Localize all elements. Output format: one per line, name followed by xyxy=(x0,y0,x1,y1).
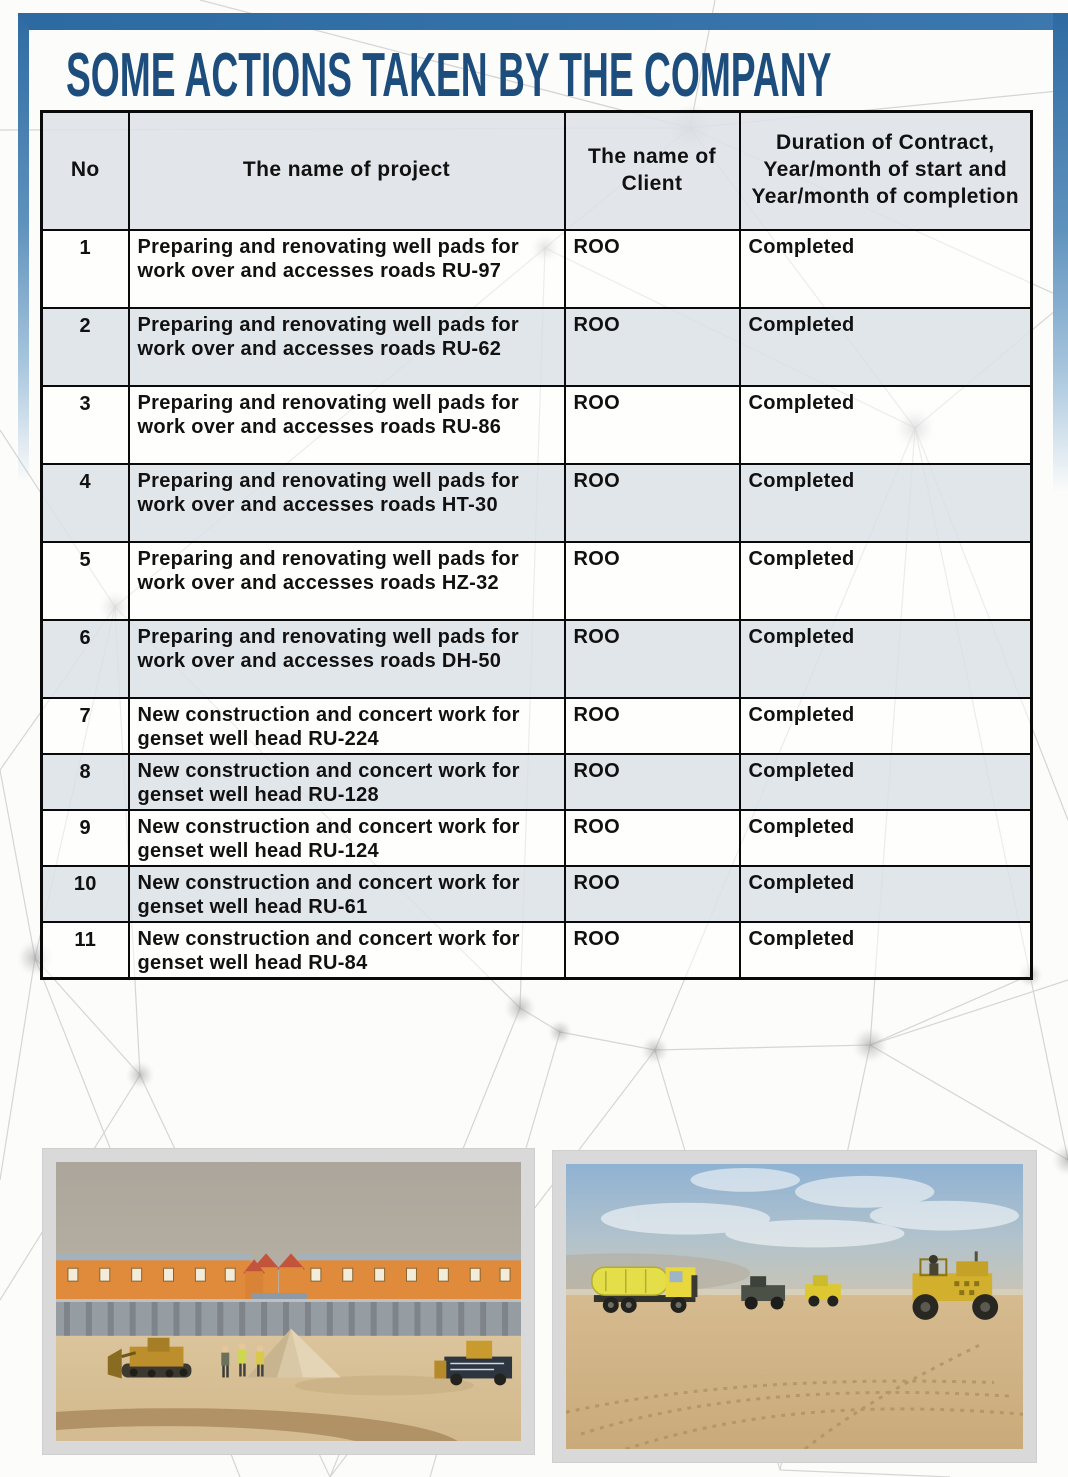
table-row xyxy=(42,464,1032,542)
table-row xyxy=(42,698,1032,754)
cell-client-name: ROO xyxy=(565,922,740,979)
cell-row-number: 11 xyxy=(42,922,129,979)
table-row xyxy=(42,542,1032,620)
cell-duration-status: Completed xyxy=(740,866,1032,922)
cell-project-name: New construction and concert work for genset well head RU-224 xyxy=(129,698,565,754)
table-row xyxy=(42,810,1032,866)
cell-duration-status: Completed xyxy=(740,308,1032,386)
table-row xyxy=(42,386,1032,464)
cell-client-name: ROO xyxy=(565,386,740,464)
cell-duration-status: Completed xyxy=(740,754,1032,810)
cell-duration-status: Completed xyxy=(740,922,1032,979)
column-header-project-name: The name of project xyxy=(129,112,565,230)
cell-row-number: 8 xyxy=(42,754,129,810)
cell-project-name: Preparing and renovating well pads for work over and accesses roads DH-50 xyxy=(129,620,565,698)
cell-duration-status: Completed xyxy=(740,464,1032,542)
column-header-no: No xyxy=(42,112,129,230)
photo-construction-camp xyxy=(42,1148,535,1455)
cell-row-number: 10 xyxy=(42,866,129,922)
cell-row-number: 4 xyxy=(42,464,129,542)
cell-client-name: ROO xyxy=(565,810,740,866)
cell-duration-status: Completed xyxy=(740,542,1032,620)
cell-project-name: New construction and concert work for genset well head RU-128 xyxy=(129,754,565,810)
cell-row-number: 7 xyxy=(42,698,129,754)
cell-duration-status: Completed xyxy=(740,230,1032,308)
cell-row-number: 9 xyxy=(42,810,129,866)
page-title: SOME ACTIONS TAKEN BY THE COMPANY xyxy=(66,41,832,110)
cell-duration-status: Completed xyxy=(740,386,1032,464)
photo-desert-machinery xyxy=(552,1150,1037,1463)
cell-duration-status: Completed xyxy=(740,698,1032,754)
cell-project-name: Preparing and renovating well pads for work over and accesses roads RU-62 xyxy=(129,308,565,386)
cell-row-number: 2 xyxy=(42,308,129,386)
cell-project-name: New construction and concert work for genset well head RU-124 xyxy=(129,810,565,866)
cell-row-number: 6 xyxy=(42,620,129,698)
cell-project-name: Preparing and renovating well pads for work over and accesses roads HT-30 xyxy=(129,464,565,542)
cell-project-name: Preparing and renovating well pads for work over and accesses roads RU-97 xyxy=(129,230,565,308)
cell-client-name: ROO xyxy=(565,698,740,754)
cell-duration-status: Completed xyxy=(740,620,1032,698)
frame-right-bar xyxy=(1053,13,1068,493)
column-header-duration: Duration of Contract, Year/month of start and Year/month of completion xyxy=(740,112,1032,230)
table-row xyxy=(42,308,1032,386)
frame-top-bar xyxy=(18,13,1068,30)
table-header-row xyxy=(42,112,1032,230)
desert-machinery-scene xyxy=(566,1164,1023,1449)
cell-client-name: ROO xyxy=(565,464,740,542)
cell-client-name: ROO xyxy=(565,542,740,620)
projects-table xyxy=(40,110,1033,980)
cell-row-number: 1 xyxy=(42,230,129,308)
construction-camp-scene xyxy=(56,1162,521,1441)
cell-project-name: Preparing and renovating well pads for work over and accesses roads RU-86 xyxy=(129,386,565,464)
table-row xyxy=(42,922,1032,979)
cell-project-name: New construction and concert work for genset well head RU-61 xyxy=(129,866,565,922)
cell-duration-status: Completed xyxy=(740,810,1032,866)
frame-left-bar xyxy=(18,13,29,483)
cell-project-name: New construction and concert work for genset well head RU-84 xyxy=(129,922,565,979)
cell-client-name: ROO xyxy=(565,620,740,698)
column-header-client-name: The name of Client xyxy=(565,112,740,230)
cell-client-name: ROO xyxy=(565,308,740,386)
table-row xyxy=(42,754,1032,810)
cell-client-name: ROO xyxy=(565,866,740,922)
table-row xyxy=(42,620,1032,698)
table-row xyxy=(42,866,1032,922)
cell-row-number: 3 xyxy=(42,386,129,464)
cell-project-name: Preparing and renovating well pads for work over and accesses roads HZ-32 xyxy=(129,542,565,620)
table-row xyxy=(42,230,1032,308)
cell-client-name: ROO xyxy=(565,754,740,810)
cell-client-name: ROO xyxy=(565,230,740,308)
cell-row-number: 5 xyxy=(42,542,129,620)
